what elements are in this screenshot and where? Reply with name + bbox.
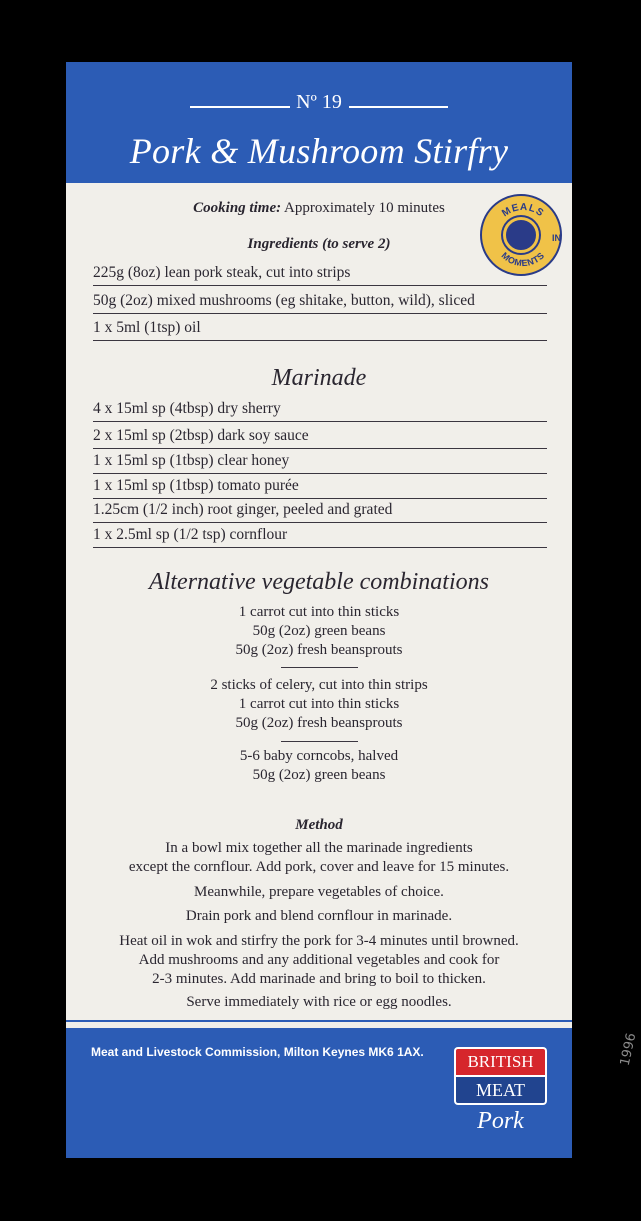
british-meat-logo-top: BRITISH <box>454 1047 547 1075</box>
method-line: Drain pork and blend cornflour in marinade. <box>185 908 453 924</box>
alt-line: 50g (2oz) fresh beansprouts <box>235 642 403 658</box>
header-band <box>66 62 572 183</box>
marinade-heading: Marinade <box>271 365 367 391</box>
alt-line: 1 carrot cut into thin sticks <box>238 604 400 620</box>
alt-line: 50g (2oz) green beans <box>252 623 386 639</box>
alt-group-1 <box>66 603 572 660</box>
marinade-row: 2 x 15ml sp (2tbsp) dark soy sauce <box>93 424 547 449</box>
alt-group-3 <box>66 747 572 785</box>
badge-text-top: MEALS <box>500 201 546 220</box>
pork-logo-text: Pork <box>477 1108 524 1134</box>
ingredient-row: 50g (2oz) mixed mushrooms (eg shitake, button, wild), sliced <box>93 289 547 314</box>
marinade-row: 4 x 15ml sp (4tbsp) dry sherry <box>93 397 547 422</box>
cooking-time-value: Approximately 10 minutes <box>281 200 445 216</box>
method-line: Add mushrooms and any additional vegetables and cook for <box>138 952 500 968</box>
group-divider <box>281 667 358 668</box>
cooking-time <box>66 200 572 217</box>
alt-line: 50g (2oz) green beans <box>252 767 386 783</box>
alt-group-2 <box>66 676 572 733</box>
method-line: Heat oil in wok and stirfry the pork for 3-4 minutes until browned. <box>119 933 519 949</box>
british-meat-logo-bottom: MEAT <box>454 1075 547 1105</box>
ingredients-heading: Ingredients (to serve 2) <box>247 236 391 252</box>
alt-line: 50g (2oz) fresh beansprouts <box>235 715 403 731</box>
group-divider <box>281 741 358 742</box>
recipe-number: Nº 19 <box>296 91 342 113</box>
alt-line: 5-6 baby corncobs, halved <box>239 748 399 764</box>
method-heading: Method <box>295 817 343 833</box>
badge-text-bottom: MOMENTS <box>499 250 547 269</box>
method-line: 2-3 minutes. Add marinade and bring to boil to thicken. <box>152 971 486 987</box>
method-line: except the cornflour. Add pork, cover and leave for 15 minutes. <box>128 859 510 875</box>
alt-line: 2 sticks of celery, cut into thin strips <box>210 677 428 693</box>
cooking-time-label: Cooking time: <box>193 200 282 216</box>
ingredient-row: 225g (8oz) lean pork steak, cut into strips <box>93 261 547 286</box>
alt-line: 1 carrot cut into thin sticks <box>238 696 400 712</box>
recipe-title: Pork & Mushroom Stirfry <box>129 131 509 171</box>
method-line: Serve immediately with rice or egg noodles. <box>186 994 452 1010</box>
marinade-row: 1 x 15ml sp (1tbsp) clear honey <box>93 449 547 474</box>
handwritten-year: 1996 <box>617 1031 640 1068</box>
alternatives-heading: Alternative vegetable combinations <box>149 569 489 595</box>
ingredient-row: 1 x 5ml (1tsp) oil <box>93 316 547 341</box>
marinade-row: 1.25cm (1/2 inch) root ginger, peeled and grated <box>93 498 547 523</box>
footer-address: Meat and Livestock Commission, Milton Keynes MK6 1AX. <box>91 1045 424 1059</box>
footer-rule <box>66 1020 572 1022</box>
marinade-row: 1 x 15ml sp (1tbsp) tomato purée <box>93 474 547 499</box>
recipe-card <box>66 62 640 1158</box>
method-step-1 <box>66 839 572 877</box>
method-step-4 <box>66 932 572 989</box>
method-line: In a bowl mix together all the marinade ingredients <box>165 840 473 856</box>
badge-text-right: IN <box>552 233 561 243</box>
method-line: Meanwhile, prepare vegetables of choice. <box>194 884 444 900</box>
marinade-row: 1 x 2.5ml sp (1/2 tsp) cornflour <box>93 523 547 548</box>
